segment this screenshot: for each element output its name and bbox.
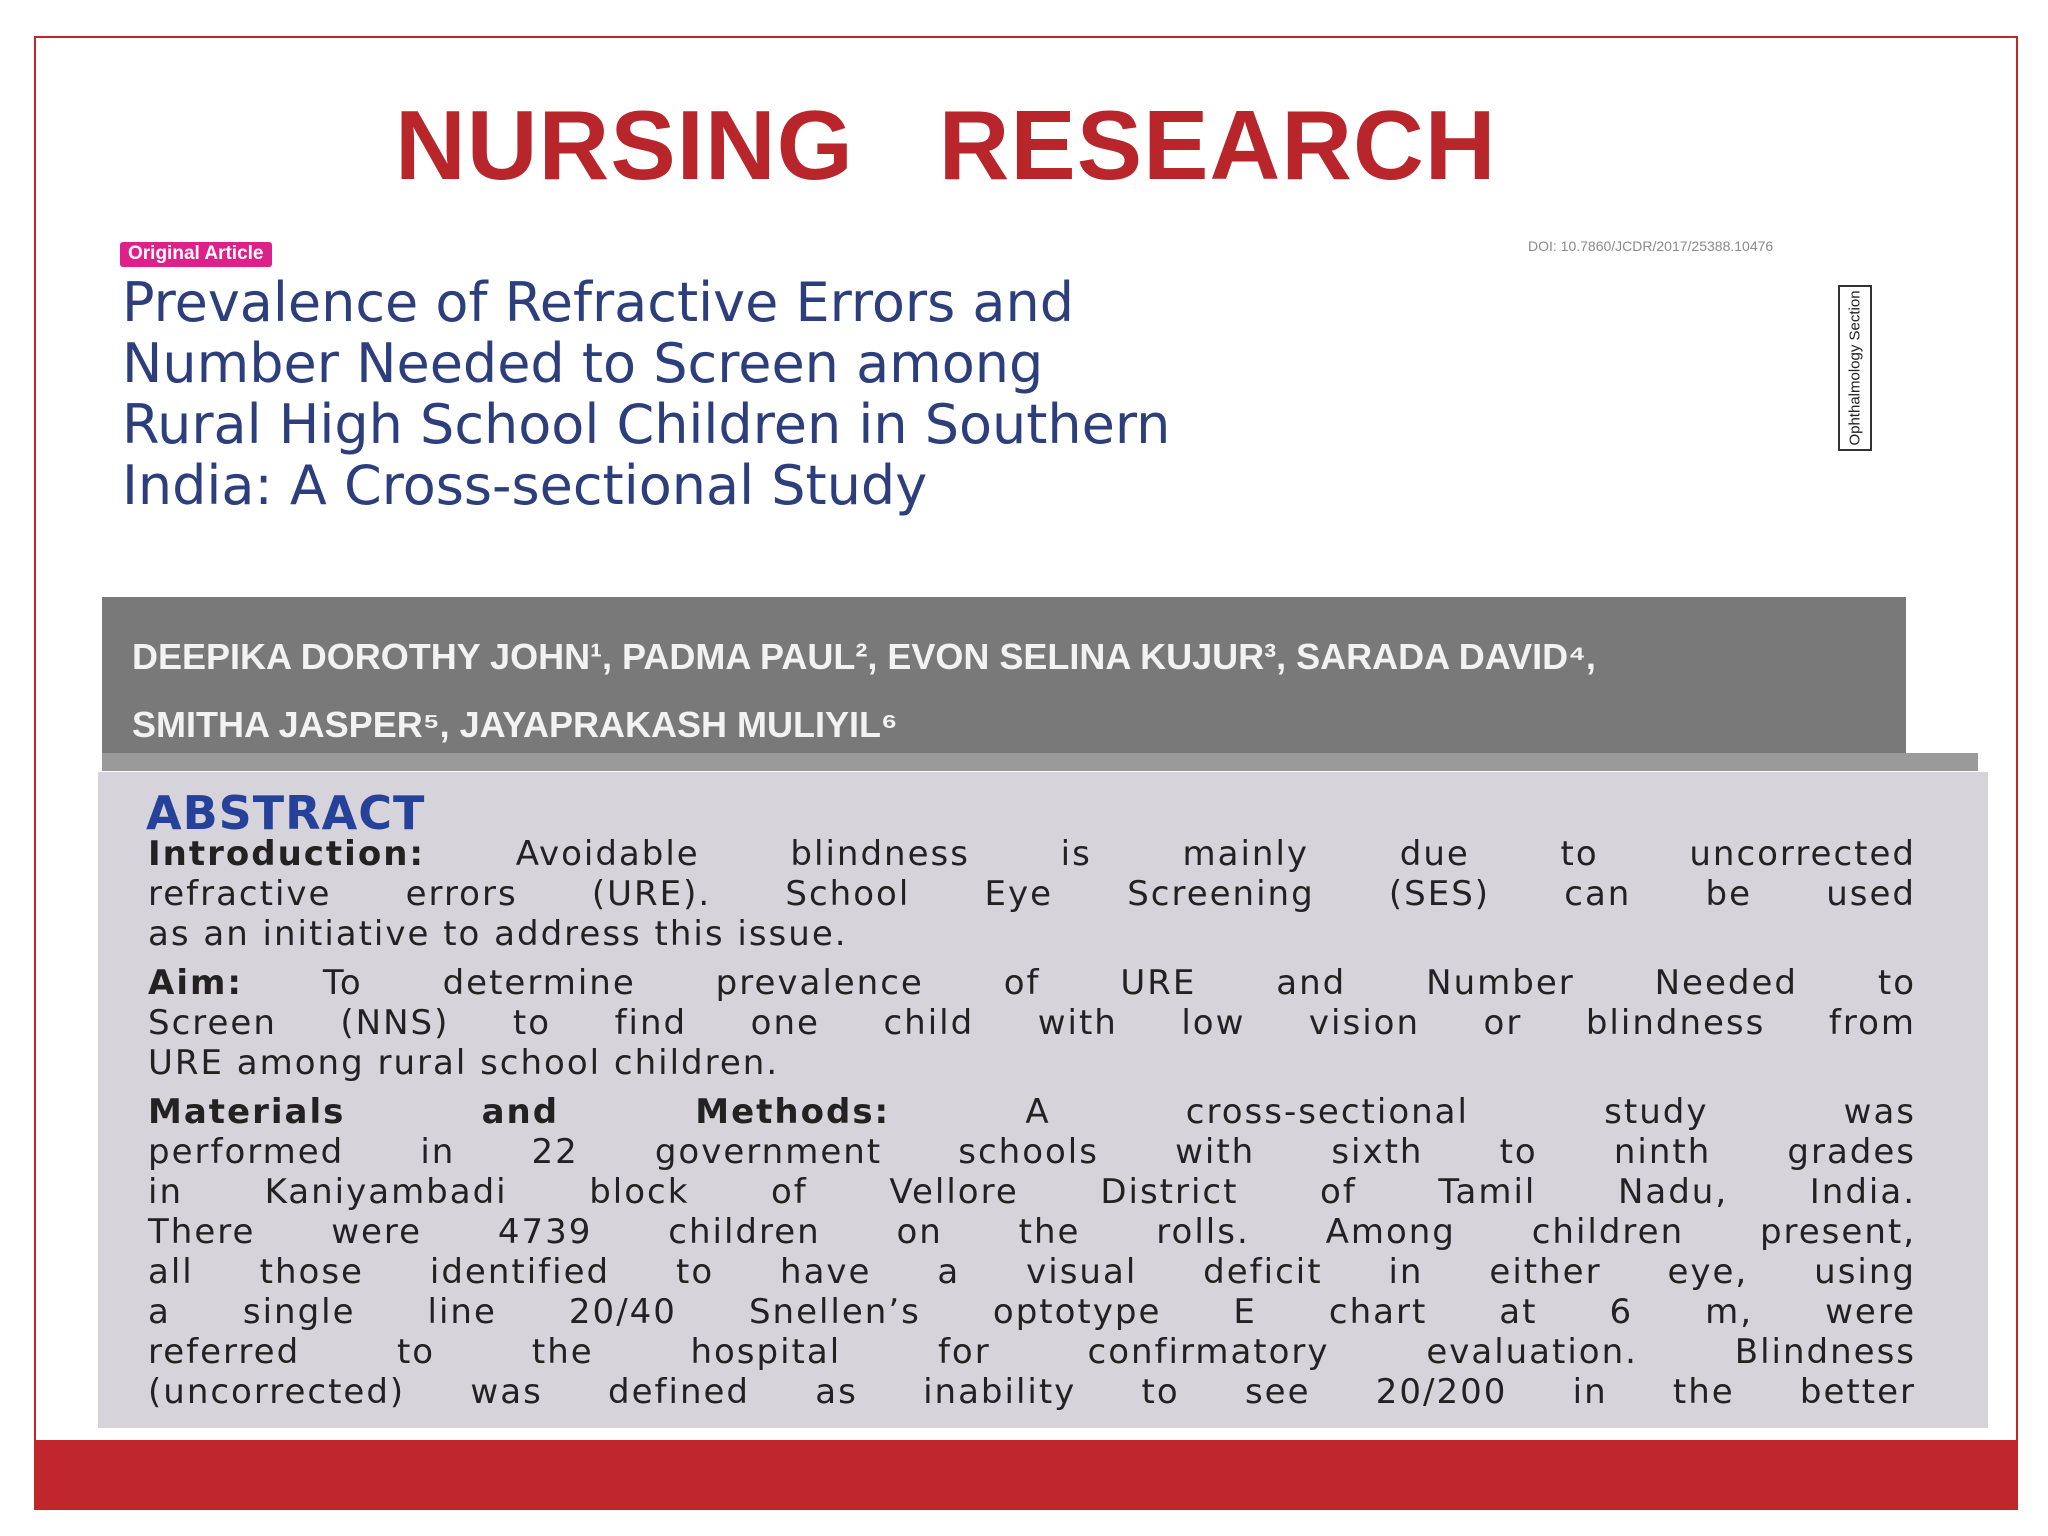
article-title — [122, 272, 1522, 516]
abstract-line — [148, 834, 1916, 874]
abstract-heading: ABSTRACT — [146, 786, 426, 840]
article-title-line: Rural High School Children in Southern — [122, 393, 1171, 456]
abstract-line: a single line 20/40 Snellen’s optotype E chart at 6 m, were — [148, 1292, 1916, 1332]
abstract-line: performed in 22 government schools with sixth to ninth grades — [148, 1132, 1916, 1172]
authors-list — [132, 623, 1596, 759]
section-label: Ophthalmology Section — [1846, 290, 1864, 446]
article-type-badge: Original Article — [120, 242, 272, 267]
abstract-line: There were 4739 children on the rolls. Among children present, — [148, 1212, 1916, 1252]
abstract-line: (uncorrected) was defined as inability to see 20/200 in the better — [148, 1372, 1916, 1412]
slide-title: NURSING RESEARCH — [395, 90, 1497, 200]
article-title-line: Prevalence of Refractive Errors and — [122, 271, 1074, 334]
abstract-text: To determine prevalence of URE and Number Needed to — [243, 963, 1916, 1003]
methods-label: Materials and Methods: — [148, 1092, 891, 1132]
abstract-aim — [148, 963, 1916, 1083]
abstract-text: A cross-sectional study was — [890, 1092, 1916, 1132]
article-title-line: India: A Cross-sectional Study — [122, 454, 928, 517]
authors-bar-strip — [102, 753, 1978, 771]
abstract-introduction — [148, 834, 1916, 954]
abstract-line: all those identified to have a visual deficit in either eye, using — [148, 1252, 1916, 1292]
abstract-line — [148, 963, 1916, 1003]
abstract-box — [98, 772, 1988, 1428]
authors-line: DEEPIKA DOROTHY JOHN¹, PADMA PAUL², EVON SELINA KUJUR³, SARADA DAVID⁴, — [132, 636, 1596, 677]
aim-label: Aim: — [148, 963, 243, 1003]
abstract-line: Screen (NNS) to find one child with low vision or blindness from — [148, 1003, 1916, 1043]
doi-text: DOI: 10.7860/JCDR/2017/25388.10476 — [1528, 238, 1774, 254]
abstract-line: refractive errors (URE). School Eye Screening (SES) can be used — [148, 874, 1916, 914]
abstract-text: Avoidable blindness is mainly due to uncorrected — [425, 834, 1916, 874]
article-title-line: Number Needed to Screen among — [122, 332, 1044, 395]
abstract-body — [148, 834, 1916, 1421]
introduction-label: Introduction: — [148, 834, 425, 874]
abstract-line: as an initiative to address this issue. — [148, 914, 848, 954]
abstract-line: referred to the hospital for confirmatory evaluation. Blindness — [148, 1332, 1916, 1372]
abstract-line — [148, 1092, 1916, 1132]
authors-bar — [102, 597, 1906, 755]
bottom-band — [34, 1440, 2018, 1510]
authors-line: SMITHA JASPER⁵, JAYAPRAKASH MULIYIL⁶ — [132, 704, 898, 745]
section-tab — [1838, 285, 1872, 451]
abstract-line: in Kaniyambadi block of Vellore District of Tamil Nadu, India. — [148, 1172, 1916, 1212]
abstract-line: URE among rural school children. — [148, 1043, 780, 1083]
abstract-methods — [148, 1092, 1916, 1412]
